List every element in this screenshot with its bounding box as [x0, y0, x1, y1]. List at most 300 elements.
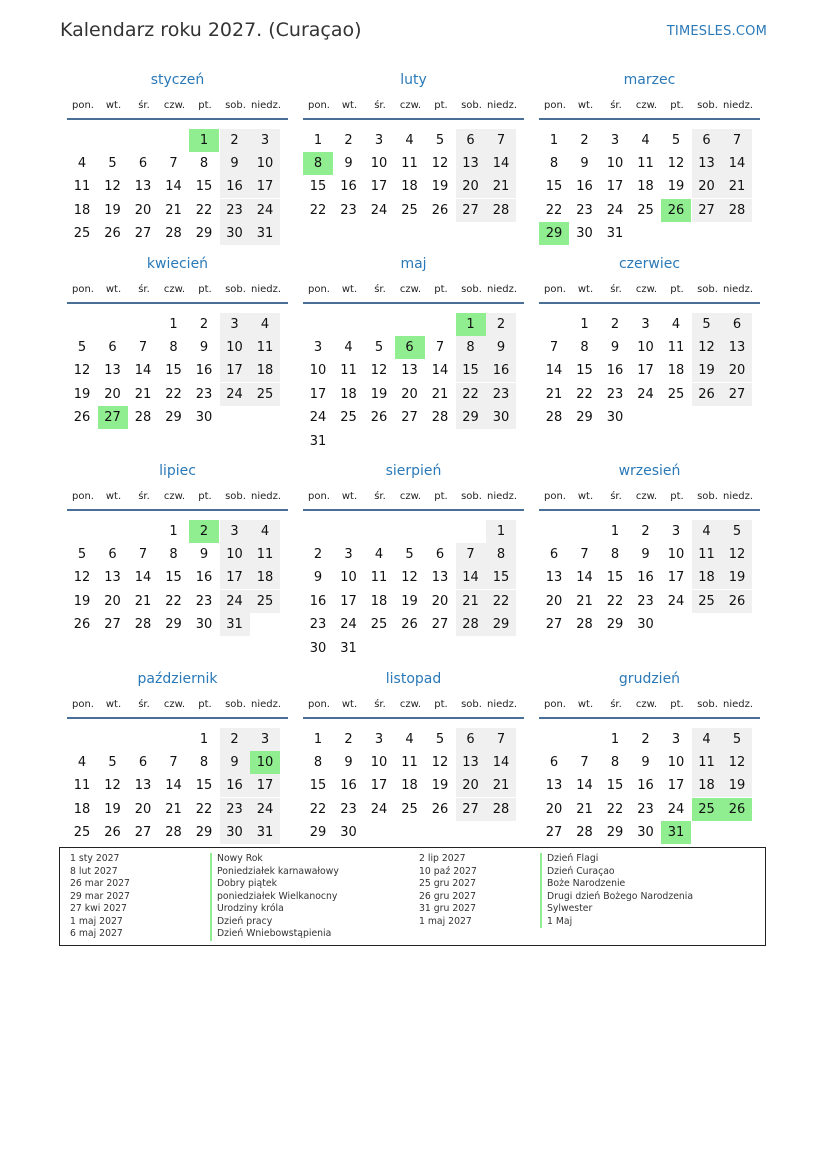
day-cell: 8: [580, 339, 589, 355]
day-cell: 19: [431, 778, 449, 794]
month-header-rule: [303, 717, 524, 719]
weekday-label: niedz.: [723, 491, 754, 502]
holiday-day-cell: 29: [539, 222, 569, 245]
day-cell: 19: [73, 593, 91, 609]
day-cell: 18: [401, 179, 418, 195]
day-cell: 7: [169, 754, 178, 770]
day-cell: 28: [431, 410, 449, 426]
day-cell: 12: [370, 363, 388, 379]
day-cell: 11: [667, 339, 685, 355]
legend-holiday-name: Dzień Curaçao: [540, 866, 693, 879]
day-cell: 19: [722, 566, 752, 589]
day-cell: 31: [340, 640, 357, 656]
day-cell: 12: [104, 778, 121, 794]
day-cell: 9: [486, 336, 516, 359]
weekday-label: pt.: [670, 699, 684, 710]
page-title: Kalendarz roku 2027. (Curaçao): [60, 19, 362, 41]
day-cell: 2: [313, 546, 323, 562]
day-cell: 7: [138, 546, 148, 562]
day-cell: 30: [576, 226, 593, 242]
day-cell: 20: [431, 593, 449, 609]
month-header-rule: [539, 302, 760, 304]
weekday-label: śr.: [610, 491, 622, 502]
legend-holiday-date: 1 maj 2027: [70, 915, 123, 927]
month-name: październik: [137, 671, 218, 687]
day-cell: 3: [374, 731, 384, 747]
day-cell: 27: [456, 199, 486, 222]
day-cell: 2: [486, 313, 516, 336]
weekday-label: pon.: [544, 491, 566, 502]
day-cell: 23: [340, 801, 357, 817]
legend-holiday-date: 26 mar 2027: [70, 878, 130, 889]
holiday-day-cell: 6: [395, 336, 425, 359]
weekday-label: pt.: [434, 284, 448, 295]
weekday-label: wt.: [105, 284, 122, 295]
weekday-label: wt.: [105, 491, 122, 502]
day-cell: 8: [169, 546, 178, 562]
day-cell: 16: [220, 774, 250, 797]
day-cell: 21: [576, 801, 593, 817]
weekday-label: czw.: [399, 284, 422, 295]
day-cell: 30: [220, 821, 250, 844]
day-cell: 9: [610, 339, 620, 355]
day-cell: 9: [641, 754, 650, 770]
day-cell: 25: [401, 801, 418, 817]
day-cell: 22: [606, 801, 624, 817]
legend-holiday-date: 10 paź 2027: [419, 865, 477, 877]
day-cell: 10: [309, 363, 327, 379]
day-cell: 19: [104, 202, 121, 218]
day-cell: 11: [73, 778, 91, 794]
day-cell: 23: [340, 202, 357, 218]
day-cell: 23: [220, 199, 250, 222]
day-cell: 5: [722, 520, 752, 543]
month-header-rule: [539, 717, 760, 719]
holiday-day-cell: 26: [661, 199, 691, 222]
day-cell: 11: [250, 543, 280, 566]
day-cell: 5: [374, 339, 384, 355]
day-cell: 1: [610, 523, 620, 539]
legend-names-right: [540, 853, 693, 928]
day-cell: 1: [313, 731, 323, 747]
day-cell: 17: [309, 386, 327, 402]
weekday-label: czw.: [399, 699, 422, 710]
day-cell: 3: [250, 129, 280, 152]
weekday-label: czw.: [399, 491, 422, 502]
weekday-label: pon.: [72, 100, 94, 111]
day-cell: 28: [486, 199, 516, 222]
day-cell: 24: [637, 386, 654, 402]
day-cell: 14: [134, 570, 152, 586]
day-cell: 5: [77, 339, 87, 355]
legend-dates-left: [70, 853, 130, 941]
day-cell: 27: [134, 825, 152, 841]
day-cell: 7: [435, 339, 445, 355]
holiday-day-cell: 2: [189, 520, 219, 543]
day-cell: 24: [220, 590, 250, 613]
day-cell: 4: [692, 520, 722, 543]
day-cell: 14: [431, 363, 449, 379]
day-cell: 5: [108, 754, 117, 770]
day-cell: 26: [431, 801, 449, 817]
day-cell: 4: [250, 520, 280, 543]
day-cell: 16: [195, 570, 213, 586]
day-cell: 22: [309, 202, 327, 218]
day-cell: 6: [549, 754, 559, 770]
day-cell: 26: [722, 590, 752, 613]
day-cell: 12: [104, 179, 121, 195]
day-cell: 30: [340, 825, 357, 841]
day-cell: 22: [165, 386, 182, 402]
month-name: styczeń: [150, 72, 205, 88]
weekday-label: śr.: [138, 699, 150, 710]
day-cell: 15: [165, 363, 182, 379]
holiday-day-cell: 31: [661, 821, 691, 844]
day-cell: 21: [165, 801, 182, 817]
day-cell: 10: [250, 152, 280, 175]
day-cell: 31: [309, 433, 327, 449]
day-cell: 3: [671, 523, 681, 539]
weekday-label: czw.: [635, 491, 658, 502]
weekday-label: pt.: [670, 284, 684, 295]
day-cell: 21: [134, 593, 152, 609]
weekday-label: czw.: [399, 100, 422, 111]
day-cell: 15: [195, 179, 213, 195]
day-cell: 21: [456, 590, 486, 613]
holiday-day-cell: 10: [250, 751, 280, 774]
day-cell: 4: [641, 132, 650, 148]
day-cell: 3: [641, 316, 650, 332]
day-cell: 13: [456, 751, 486, 774]
day-cell: 3: [220, 520, 250, 543]
weekday-label: pt.: [198, 100, 212, 111]
day-cell: 1: [199, 731, 209, 747]
day-cell: 24: [340, 617, 357, 633]
weekday-label: wt.: [577, 284, 594, 295]
weekday-label: pon.: [308, 491, 330, 502]
day-cell: 18: [73, 202, 91, 218]
day-cell: 23: [195, 593, 213, 609]
day-cell: 11: [692, 543, 722, 566]
day-cell: 13: [456, 152, 486, 175]
day-cell: 3: [220, 313, 250, 336]
day-cell: 15: [195, 778, 213, 794]
day-cell: 21: [431, 386, 449, 402]
day-cell: 7: [549, 339, 559, 355]
day-cell: 28: [134, 410, 152, 426]
day-cell: 12: [722, 543, 752, 566]
day-cell: 18: [73, 801, 91, 817]
weekday-label: czw.: [163, 284, 186, 295]
day-cell: 28: [165, 226, 182, 242]
weekday-label: czw.: [163, 100, 186, 111]
legend-holiday-name: Dzień pracy: [210, 916, 339, 929]
day-cell: 23: [195, 386, 213, 402]
weekday-label: pt.: [670, 100, 684, 111]
day-cell: 10: [220, 543, 250, 566]
holiday-day-cell: 26: [722, 798, 752, 821]
day-cell: 22: [606, 593, 624, 609]
day-cell: 4: [692, 728, 722, 751]
day-cell: 2: [344, 132, 353, 148]
day-cell: 24: [370, 202, 388, 218]
day-cell: 16: [195, 363, 213, 379]
day-cell: 18: [250, 566, 280, 589]
day-cell: 24: [250, 798, 280, 821]
day-cell: 20: [104, 593, 121, 609]
weekday-label: wt.: [341, 100, 358, 111]
day-cell: 21: [165, 202, 182, 218]
weekday-label: niedz.: [251, 100, 282, 111]
weekday-label: niedz.: [251, 284, 282, 295]
day-cell: 6: [108, 546, 117, 562]
day-cell: 9: [580, 155, 589, 171]
day-cell: 25: [370, 617, 388, 633]
day-cell: 19: [370, 386, 388, 402]
day-cell: 18: [250, 359, 280, 382]
day-cell: 2: [220, 728, 250, 751]
day-cell: 23: [486, 383, 516, 406]
day-cell: 14: [576, 778, 593, 794]
day-cell: 18: [692, 774, 722, 797]
day-cell: 10: [340, 570, 357, 586]
legend-holiday-name: Poniedziałek karnawałowy: [210, 866, 339, 879]
day-cell: 23: [637, 801, 654, 817]
day-cell: 2: [641, 523, 650, 539]
day-cell: 21: [576, 593, 593, 609]
day-cell: 25: [250, 383, 280, 406]
day-cell: 30: [637, 825, 654, 841]
day-cell: 8: [199, 155, 209, 171]
weekday-label: śr.: [610, 284, 622, 295]
day-cell: 17: [370, 778, 388, 794]
day-cell: 17: [606, 179, 624, 195]
legend-holiday-name: Dobry piątek: [210, 878, 339, 891]
day-cell: 6: [722, 313, 752, 336]
day-cell: 20: [692, 175, 722, 198]
day-cell: 28: [576, 825, 593, 841]
day-cell: 15: [456, 359, 486, 382]
day-cell: 30: [220, 222, 250, 245]
day-cell: 23: [309, 617, 327, 633]
day-cell: 18: [401, 778, 418, 794]
day-cell: 20: [134, 202, 152, 218]
day-cell: 25: [73, 825, 91, 841]
weekday-label: czw.: [163, 699, 186, 710]
weekday-label: wt.: [577, 100, 594, 111]
month-header-rule: [67, 118, 288, 120]
day-cell: 17: [250, 175, 280, 198]
weekday-label: niedz.: [487, 491, 518, 502]
legend-holiday-name: Boże Narodzenie: [540, 878, 693, 891]
weekday-label: śr.: [138, 100, 150, 111]
day-cell: 25: [667, 386, 685, 402]
legend-names-left: [210, 853, 339, 941]
day-cell: 4: [344, 339, 353, 355]
day-cell: 7: [580, 546, 589, 562]
day-cell: 4: [77, 155, 87, 171]
month-name: kwiecień: [146, 256, 209, 272]
legend-holiday-date: 1 sty 2027: [70, 853, 120, 864]
day-cell: 3: [610, 132, 620, 148]
weekday-label: pon.: [308, 100, 330, 111]
month-name: maj: [400, 256, 427, 272]
legend-holiday-date: 6 maj 2027: [70, 928, 123, 939]
day-cell: 13: [104, 570, 121, 586]
weekday-label: śr.: [374, 491, 386, 502]
day-cell: 19: [104, 801, 121, 817]
legend-holiday-date: 29 mar 2027: [70, 890, 130, 902]
day-cell: 30: [309, 640, 327, 656]
day-cell: 7: [722, 129, 752, 152]
day-cell: 25: [340, 410, 357, 426]
day-cell: 16: [576, 179, 593, 195]
day-cell: 13: [722, 336, 752, 359]
day-cell: 12: [722, 751, 752, 774]
day-cell: 15: [309, 778, 327, 794]
day-cell: 28: [576, 617, 593, 633]
day-cell: 15: [486, 566, 516, 589]
day-cell: 7: [169, 155, 178, 171]
legend-dates-right: [419, 853, 477, 928]
day-cell: 4: [250, 313, 280, 336]
month-header-rule: [67, 509, 288, 511]
day-cell: 2: [199, 316, 209, 332]
day-cell: 20: [456, 175, 486, 198]
day-cell: 27: [545, 617, 563, 633]
day-cell: 1: [610, 731, 620, 747]
day-cell: 13: [545, 778, 563, 794]
day-cell: 3: [313, 339, 323, 355]
legend-holiday-date: 8 lut 2027: [70, 865, 118, 877]
weekday-label: niedz.: [487, 100, 518, 111]
day-cell: 30: [195, 410, 213, 426]
weekday-label: niedz.: [487, 699, 518, 710]
month-header-rule: [67, 302, 288, 304]
day-cell: 16: [486, 359, 516, 382]
day-cell: 19: [692, 359, 722, 382]
weekday-label: pt.: [434, 491, 448, 502]
day-cell: 5: [108, 155, 117, 171]
weekday-label: śr.: [610, 699, 622, 710]
day-cell: 23: [637, 593, 654, 609]
day-cell: 9: [313, 570, 323, 586]
legend-holiday-date: 2 lip 2027: [419, 853, 466, 864]
holiday-legend: [59, 847, 766, 946]
day-cell: 23: [606, 386, 624, 402]
day-cell: 19: [722, 774, 752, 797]
day-cell: 11: [370, 570, 388, 586]
day-cell: 29: [576, 410, 593, 426]
day-cell: 6: [456, 129, 486, 152]
month-name: grudzień: [618, 671, 681, 687]
day-cell: 8: [313, 754, 323, 770]
day-cell: 24: [667, 593, 685, 609]
holiday-day-cell: 1: [456, 313, 486, 336]
weekday-label: sob.: [697, 491, 718, 502]
site-link[interactable]: TIMESLES.COM: [666, 24, 767, 39]
day-cell: 14: [456, 566, 486, 589]
legend-holiday-name: Drugi dzień Bożego Narodzenia: [540, 891, 693, 904]
weekday-label: niedz.: [251, 491, 282, 502]
day-cell: 29: [486, 613, 516, 636]
day-cell: 10: [606, 155, 624, 171]
day-cell: 20: [456, 774, 486, 797]
day-cell: 27: [401, 410, 418, 426]
day-cell: 20: [545, 801, 563, 817]
day-cell: 28: [456, 613, 486, 636]
holiday-day-cell: 1: [189, 129, 219, 152]
month-header-rule: [303, 302, 524, 304]
day-cell: 29: [456, 406, 486, 429]
day-cell: 10: [667, 546, 685, 562]
day-cell: 5: [405, 546, 414, 562]
legend-holiday-date: 1 maj 2027: [419, 915, 472, 927]
day-cell: 1: [169, 523, 178, 539]
day-cell: 2: [220, 129, 250, 152]
holiday-day-cell: 8: [303, 152, 333, 175]
day-cell: 19: [431, 179, 449, 195]
month-name: luty: [400, 72, 427, 88]
day-cell: 15: [545, 179, 563, 195]
day-cell: 20: [401, 386, 418, 402]
day-cell: 23: [576, 202, 593, 218]
day-cell: 17: [637, 363, 654, 379]
weekday-label: pt.: [434, 699, 448, 710]
day-cell: 30: [486, 406, 516, 429]
day-cell: 13: [134, 179, 152, 195]
weekday-label: niedz.: [723, 284, 754, 295]
day-cell: 6: [692, 129, 722, 152]
day-cell: 13: [431, 570, 449, 586]
weekday-label: sob.: [461, 284, 482, 295]
day-cell: 26: [104, 226, 121, 242]
day-cell: 9: [641, 546, 650, 562]
day-cell: 23: [220, 798, 250, 821]
day-cell: 9: [199, 546, 209, 562]
day-cell: 12: [73, 570, 91, 586]
month-name: lipiec: [159, 463, 196, 479]
day-cell: 10: [637, 339, 654, 355]
day-cell: 22: [576, 386, 593, 402]
day-cell: 22: [456, 383, 486, 406]
day-cell: 17: [340, 593, 357, 609]
weekday-label: pt.: [198, 699, 212, 710]
day-cell: 28: [165, 825, 182, 841]
weekday-label: czw.: [635, 284, 658, 295]
legend-holiday-name: Nowy Rok: [210, 853, 339, 866]
day-cell: 12: [431, 754, 449, 770]
day-cell: 27: [722, 383, 752, 406]
day-cell: 13: [104, 363, 121, 379]
day-cell: 9: [220, 751, 250, 774]
day-cell: 27: [545, 825, 563, 841]
weekday-label: niedz.: [251, 699, 282, 710]
day-cell: 13: [134, 778, 152, 794]
day-cell: 29: [195, 825, 213, 841]
day-cell: 8: [486, 543, 516, 566]
day-cell: 28: [134, 617, 152, 633]
day-cell: 21: [486, 774, 516, 797]
day-cell: 20: [722, 359, 752, 382]
day-cell: 7: [456, 543, 486, 566]
month-name: listopad: [385, 671, 442, 687]
day-cell: 29: [195, 226, 213, 242]
weekday-label: wt.: [341, 491, 358, 502]
weekday-label: śr.: [138, 491, 150, 502]
day-cell: 25: [692, 590, 722, 613]
weekday-label: pon.: [544, 100, 566, 111]
